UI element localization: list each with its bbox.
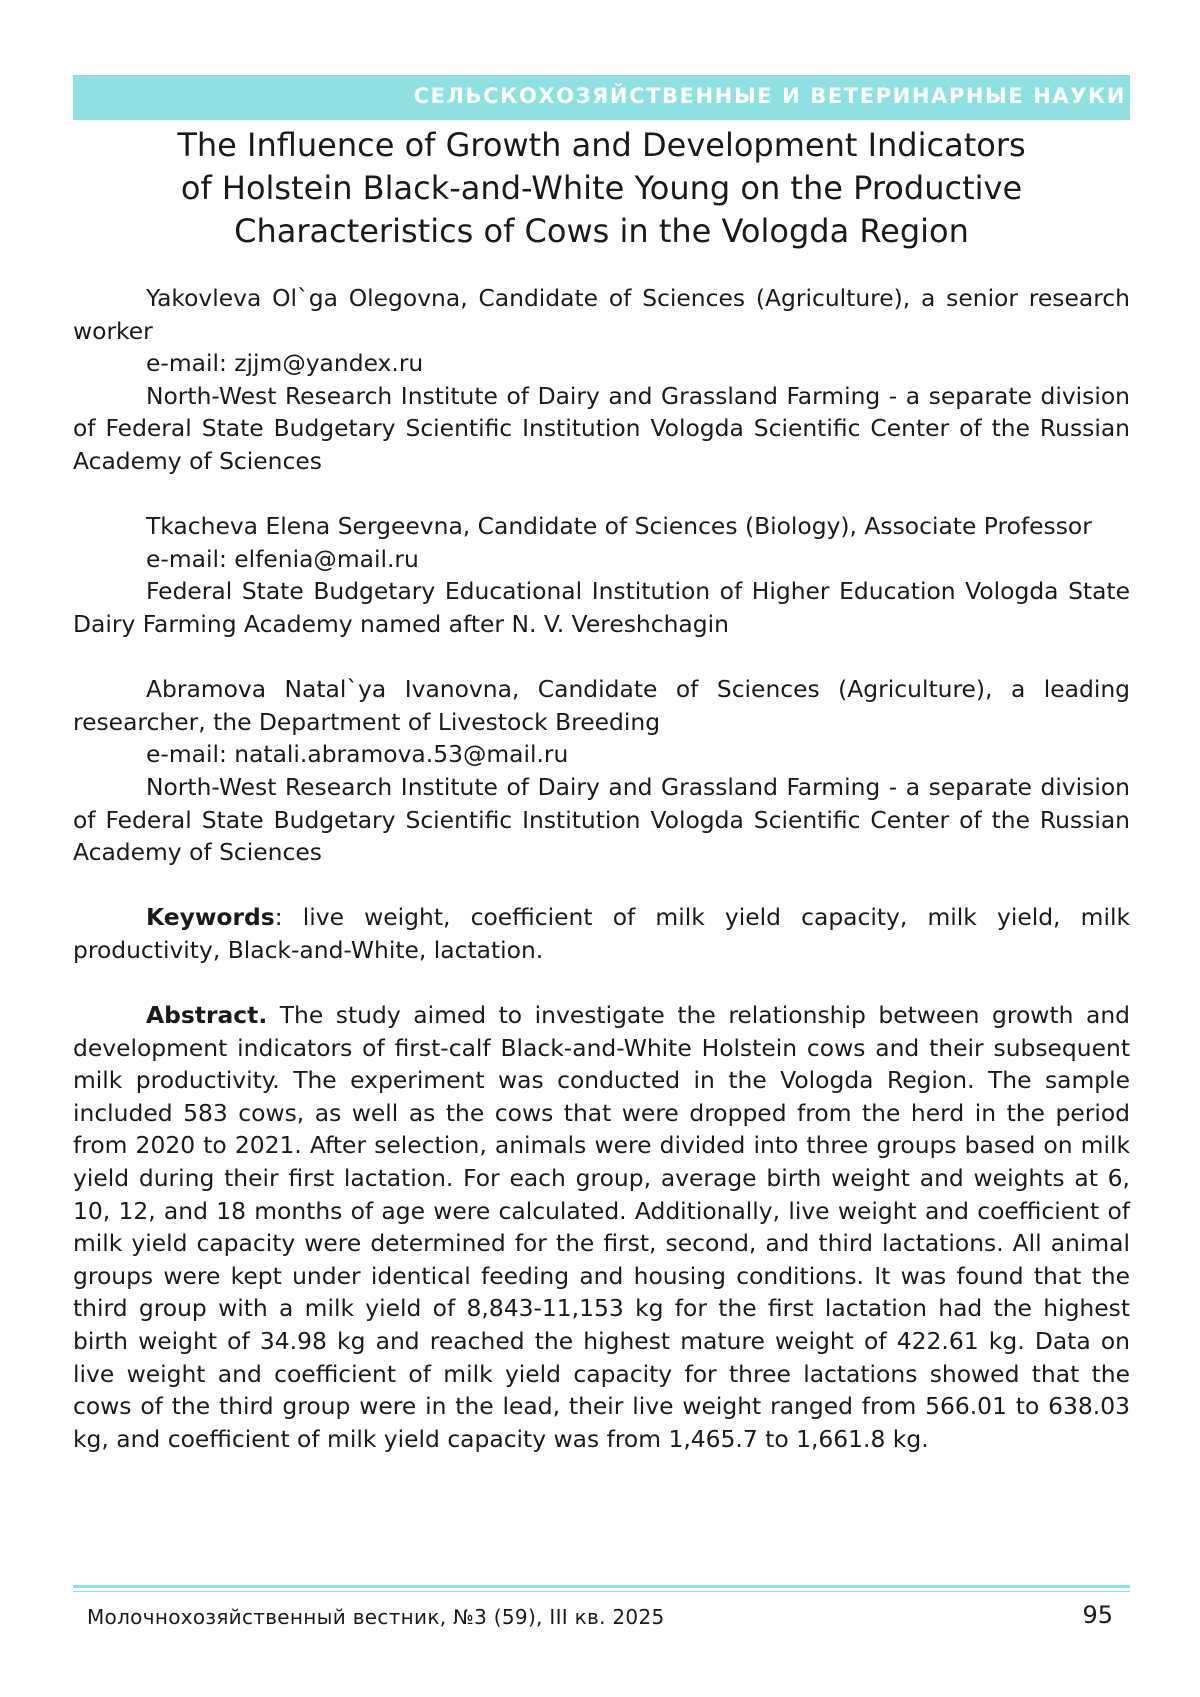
footer-divider-thin <box>73 1591 1130 1592</box>
footer-divider <box>73 1585 1130 1588</box>
author-email: e-mail: zjjm@yandex.ru <box>146 349 424 378</box>
abstract-paragraph <box>73 999 1130 1455</box>
title-line: of Holstein Black-and-White Young on the Productive <box>180 169 1023 207</box>
article-body <box>73 282 1130 1455</box>
page-number: 95 <box>1082 1601 1113 1629</box>
article-title <box>73 124 1130 253</box>
author-block <box>73 510 1130 640</box>
author-block <box>73 673 1130 869</box>
title-line: The Influence of Growth and Development Indicators <box>177 126 1026 164</box>
author-affiliation: North-West Research Institute of Dairy and Grassland Farming - a separate division of Federal State Budgetary Scientific Institution Vologda Scientific Center of the Russian Academy of Sciences <box>73 772 1130 867</box>
author-name: Abramova Natal`ya Ivanovna, Candidate of Sciences (Agriculture), a leading researcher, the Department of Livestock Breeding <box>73 675 1130 736</box>
author-name: Tkacheva Elena Sergeevna, Candidate of Sciences (Biology), Associate Professor <box>146 512 1092 541</box>
author-block <box>73 282 1130 478</box>
abstract-label: Abstract. <box>146 1001 268 1030</box>
keywords-paragraph <box>73 901 1130 966</box>
keywords-label: Keywords <box>146 903 275 932</box>
keywords-text: : live weight, coefficient of milk yield capacity, milk yield, milk productivity, Black-and-White, lactation. <box>73 903 1130 964</box>
abstract-text: The study aimed to investigate the relationship between growth and development indicators of first-calf Black-and-White Holstein cows and their subsequent milk productivity. The experiment was conducted in the Vologda Region. The sample included 583 cows, as well as the cows that were dropped from the herd in the period from 2020 to 2021. After selection, animals were divided into three groups based on milk yield during their first lactation. For each group, average birth weight and weights at 6, 10, 12, and 18 months of age were calculated. Additionally, live weight and coefficient of milk yield capacity were determined for the first, second, and third lactations. All animal groups were kept under identical feeding and housing conditions. It was found that the third group with a milk yield of 8,843-11,153 kg for the first lactation had the highest birth weight of 34.98 kg and reached the highest mature weight of 422.61 kg. Data on live weight and coefficient of milk yield capacity for three lactations showed that the cows of the third group were in the lead, their live weight ranged from 566.01 to 638.03 kg, and coefficient of milk yield capacity was from 1,465.7 to 1,661.8 kg. <box>73 1001 1130 1453</box>
journal-citation: Молочнохозяйственный вестник, №3 (59), III кв. 2025 <box>87 1605 665 1629</box>
title-line: Characteristics of Cows in the Vologda Region <box>234 212 969 250</box>
author-name: Yakovleva Ol`ga Olegovna, Candidate of Sciences (Agriculture), a senior research worker <box>73 284 1130 345</box>
author-affiliation: Federal State Budgetary Educational Institution of Higher Education Vologda State Dairy Farming Academy named after N. V. Vereshchagin <box>73 577 1130 638</box>
section-label: СЕЛЬСКОХОЗЯЙСТВЕННЫЕ И ВЕТЕРИНАРНЫЕ НАУКИ <box>413 84 1126 108</box>
section-header-band <box>73 75 1130 120</box>
author-affiliation: North-West Research Institute of Dairy and Grassland Farming - a separate division of Federal State Budgetary Scientific Institution Vologda Scientific Center of the Russian Academy of Sciences <box>73 381 1130 475</box>
author-email: e-mail: natali.abramova.53@mail.ru <box>146 740 569 769</box>
author-email: e-mail: elfenia@mail.ru <box>146 544 419 573</box>
